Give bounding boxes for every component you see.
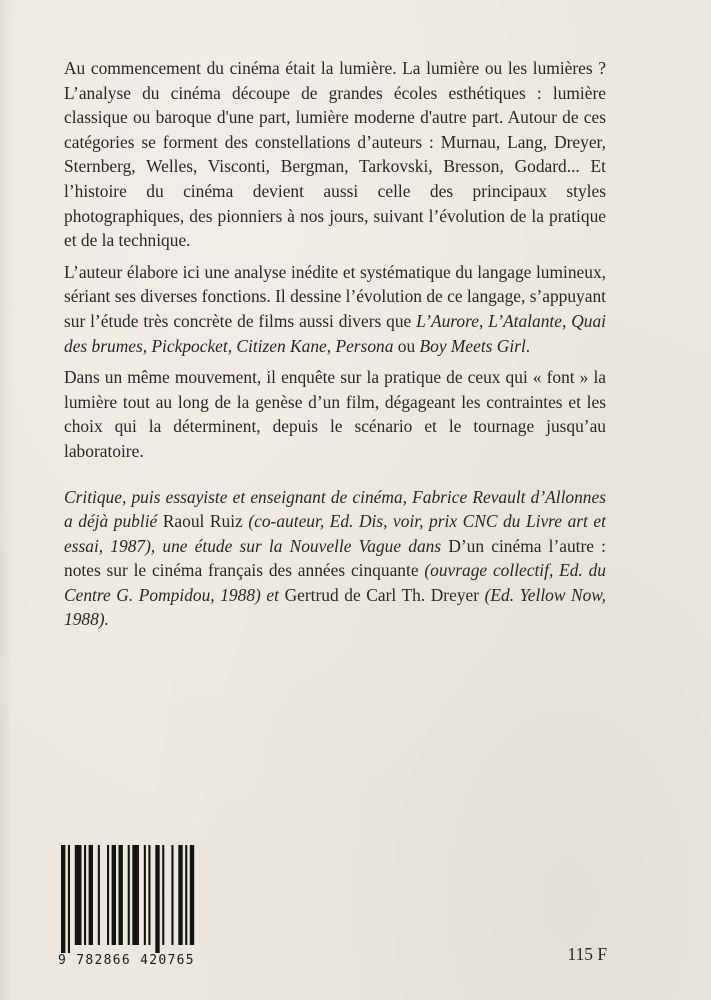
text-run: ,	[142, 335, 152, 356]
barcode-bar	[155, 845, 159, 953]
barcode-bar	[132, 845, 139, 945]
text-run: Raoul Ruiz	[162, 511, 249, 532]
barcode-bar	[144, 845, 146, 945]
barcode-bar	[68, 845, 70, 953]
italic-text-run: (Ed. Yellow Now, 1988).	[64, 584, 607, 630]
barcode-bar	[84, 845, 86, 945]
italic-text-run: L’Aurore	[416, 310, 479, 331]
text-run: L’auteur élabore ici une analyse inédite et systématique du langage lumineux, sériant ses diverses fonctions. Il dessine l’évolution de ce langage, s’appuyant sur l’étude très concrète de films aussi divers que	[64, 261, 606, 331]
author-bio	[64, 485, 606, 633]
barcode-bar	[162, 845, 164, 945]
barcode-bars	[58, 845, 198, 953]
italic-text-run: L’Atalante	[488, 310, 562, 331]
blurb-paragraph-2	[64, 260, 606, 358]
barcode-bar	[112, 845, 116, 945]
text-run: D’un cinéma l’autre : notes sur le cinéma français des années cinquante	[64, 535, 606, 581]
text-run: ,	[326, 335, 336, 356]
barcode-bar	[98, 845, 100, 945]
blurb-paragraph-3	[64, 365, 606, 463]
blurb-paragraph-1	[64, 56, 606, 253]
text-run: Dans un même mouvement, il enquête sur la pratique de ceux qui « font » la lumière tout au long de la genèse d’un film, dégageant les contraintes et les choix qui la déterminent, depuis le scénario et le tournage jusqu’au laboratoire.	[64, 367, 606, 461]
spine-shadow	[0, 0, 14, 1000]
barcode-bar	[128, 845, 130, 945]
barcode-bar	[185, 845, 187, 945]
text-run: ou	[393, 335, 420, 356]
italic-text-run: Citizen Kane	[236, 335, 327, 356]
text-run: ,	[561, 310, 572, 331]
barcode-bar	[119, 845, 123, 945]
italic-text-run: Quai des brumes	[64, 310, 606, 356]
text-run: ,	[478, 310, 489, 331]
barcode-bar	[75, 845, 82, 945]
text-run: ,	[227, 335, 237, 356]
text-run: Gertrud de Carl Th. Dreyer	[284, 584, 485, 605]
barcode-bar	[89, 845, 93, 945]
isbn-barcode	[58, 845, 198, 968]
barcode-bar	[107, 845, 109, 945]
text-run: Au commencement du cinéma était la lumière. La lumière ou les lumières ? L’analyse du cinéma découpe de grandes écoles esthétiques : lumière classique ou baroque d'une part, lumière moderne d'autre part. Autour de ces catégories se forment des constellations d’auteurs : Murnau, Lang, Dreyer, Sternberg, Welles, Visconti, Bergman, Tarkovski, Bresson, Godard... Et l’histoire du cinéma devient aussi celle des principaux styles photographiques, des pionniers à nos jours, suivant l’évolution de la pratique et de la technique.	[64, 58, 606, 251]
italic-text-run: Critique, puis essayiste et enseignant de cinéma, Fabrice Revault d’Allonnes a déjà publié	[64, 486, 606, 532]
price-label: 115 F	[567, 944, 607, 964]
barcode-bar	[61, 845, 65, 953]
barcode-bar	[171, 845, 173, 945]
italic-text-run: Persona	[335, 335, 394, 356]
italic-text-run: (ouvrage collectif, Ed. du Centre G. Pompidou, 1988) et	[64, 560, 606, 605]
barcode-bar	[190, 845, 194, 945]
barcode-bar	[148, 845, 150, 945]
isbn-digits: 9 782866 420765	[58, 953, 195, 968]
italic-text-run: Pickpocket	[151, 335, 228, 356]
text-run: .	[525, 335, 531, 356]
italic-text-run: Boy Meets Girl	[419, 335, 526, 356]
italic-text-run: (co-auteur, Ed. Dis, voir, prix CNC du Livre art et essai, 1987), une étude sur la Nouvelle Vague dans	[64, 511, 606, 556]
barcode-bar	[178, 845, 182, 945]
blurb-text	[64, 56, 606, 632]
